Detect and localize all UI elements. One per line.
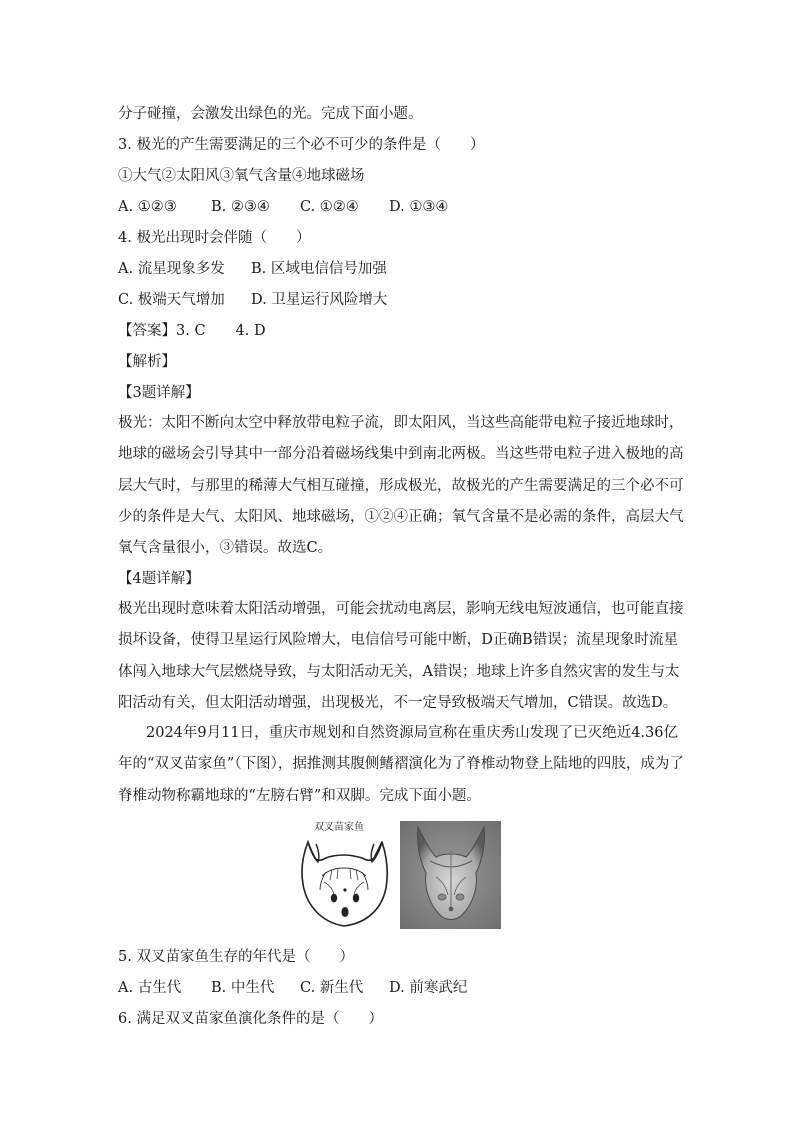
- question-3-items: ①大气②太阳风③氧气含量④地球磁场: [118, 168, 365, 184]
- q4-option-c: C. 极端天气增加: [118, 292, 225, 308]
- q3-detail-paragraph: [118, 408, 684, 564]
- question-6-stem: 6. 满足双叉苗家鱼演化条件的是（ ）: [118, 1011, 383, 1027]
- q3-detail-line: 地球的磁场会引导其中一部分沿着磁场线集中到南北两极。当这些带电粒子进入极地的高: [118, 446, 684, 463]
- answer-line: [118, 322, 266, 340]
- q4-option-b: B. 区域电信信号加强: [251, 261, 387, 277]
- q4-detail-paragraph: [118, 594, 684, 719]
- q3-detail-line: 少的条件是大气、太阳风、地球磁场，①②④正确；氧气含量不是必需的条件，高层大气: [118, 508, 684, 525]
- q5-option-a: A. 古生代: [118, 980, 182, 996]
- q3-option-a: A. ①②③: [118, 199, 177, 215]
- q5-option-c: C. 新生代: [300, 980, 364, 996]
- q5-option-b: B. 中生代: [211, 980, 275, 996]
- q4-detail-line: 阳活动有关，但太阳活动增强，出现极光，不一定导致极端天气增加，C错误。故选D。: [118, 694, 678, 711]
- q5-option-d: D. 前寒武纪: [389, 980, 468, 996]
- q4-detail-line: 极光出现时意味着太阳活动增强，可能会扰动电离层，影响无线电短波通信，也可能直接: [118, 601, 684, 617]
- q3-detail-line: 极光：太阳不断向太空中释放带电粒子流，即太阳风，当这些高能带电粒子接近地球时，: [118, 415, 684, 431]
- q3-detail-line: 氧气含量很小，③错误。故选C。: [118, 540, 333, 557]
- question-4-stem: 4. 极光出现时会伴随（ ）: [118, 230, 311, 246]
- q3-detail-label: 【3题详解】: [118, 385, 200, 401]
- q4-detail-line: 体闯入地球大气层燃烧导致，与太阳活动无关，A错误；地球上许多自然灾害的发生与太: [118, 663, 680, 680]
- answer-label: 【答案】: [118, 323, 176, 339]
- passage-2-line: 脊椎动物称霸地球的“左膀右臂”和双脚。完成下面小题。: [118, 787, 481, 804]
- q3-option-c: C. ①②④: [300, 199, 359, 215]
- q3-detail-line: 层大气时，与那里的稀薄大气相互碰撞，形成极光，故极光的产生需要满足的三个必不可: [118, 477, 684, 494]
- question-5-stem: 5. 双叉苗家鱼生存的年代是（ ）: [118, 949, 354, 965]
- answer-q4: 4. D: [235, 323, 266, 339]
- analysis-label: 【解析】: [118, 354, 176, 370]
- passage-2: [118, 718, 684, 812]
- q3-option-b: B. ②③④: [211, 199, 270, 215]
- q4-option-d: D. 卫星运行风险增大: [251, 292, 388, 308]
- q4-detail-label: 【4题详解】: [118, 571, 200, 587]
- intro-tail: 分子碰撞，会激发出绿色的光。完成下面小题。: [118, 106, 423, 122]
- q4-detail-line: 损坏设备，使得卫星运行风险增大，电信信号可能中断，D正确B错误；流星现象时流星: [118, 632, 678, 649]
- fish-line-drawing: [296, 818, 396, 930]
- figure-caption: 双叉苗家鱼: [314, 822, 364, 833]
- answer-q3: 3. C: [176, 323, 206, 339]
- passage-2-line: 2024年9月11日，重庆市规划和自然资源局宣称在重庆秀山发现了已灭绝近4.36亿: [146, 725, 678, 741]
- question-3-stem: 3. 极光的产生需要满足的三个必不可少的条件是（ ）: [118, 137, 485, 153]
- fish-fossil-photo: [400, 821, 501, 929]
- q4-option-a: A. 流星现象多发: [118, 261, 225, 277]
- q3-option-d: D. ①③④: [389, 199, 449, 215]
- passage-2-line: 年的“双叉苗家鱼”（下图），据推测其腹侧鳍褶演化为了脊椎动物登上陆地的四肢，成为了: [118, 756, 684, 773]
